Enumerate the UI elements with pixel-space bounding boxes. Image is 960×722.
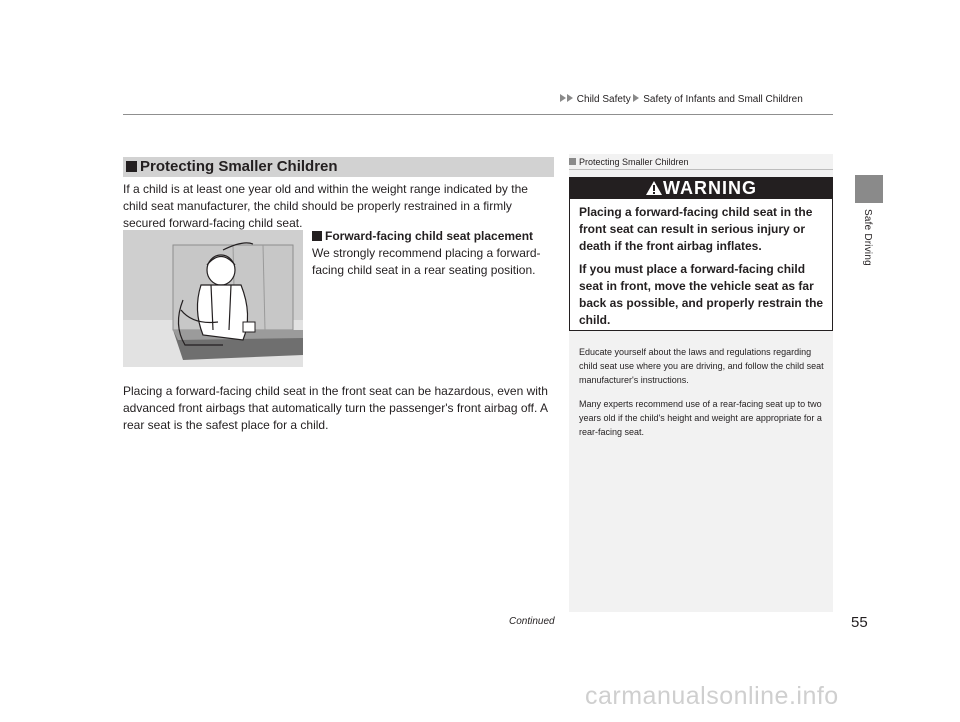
warning-label: WARNING (663, 178, 757, 198)
subsection-heading (312, 229, 533, 243)
subsection-title: Forward-facing child seat placement (325, 229, 534, 243)
watermark: carmanualsonline.info (585, 682, 839, 710)
sidebar-note-1: Educate yourself about the laws and regulations regarding child seat use where you are driving, and follow the child seat manufacturer's instructions. (579, 347, 824, 385)
breadcrumb-arrow-icon (560, 94, 566, 102)
intro-paragraph: If a child is at least one year old and within the weight range indicated by the child seat manufacturer, the child should be properly restrained in a firmly secured forward-facing child seat. (123, 182, 528, 230)
warning-text-1: Placing a forward-facing child seat in the front seat can result in serious injury or death if the front airbag inflates. (579, 205, 813, 253)
breadcrumb (560, 94, 803, 105)
breadcrumb-item-child-safety[interactable]: Child Safety (576, 94, 631, 105)
square-bullet-icon (126, 161, 137, 172)
chapter-tab-label: Safe Driving (862, 209, 873, 266)
page-number: 55 (851, 614, 868, 631)
continued-label: Continued (509, 616, 555, 627)
breadcrumb-item-safety-infants[interactable]: Safety of Infants and Small Children (643, 94, 803, 105)
breadcrumb-arrow-icon (633, 94, 639, 102)
sidebar-title-text: Protecting Smaller Children (579, 157, 689, 167)
child-seat-illustration (123, 230, 303, 367)
section-title: Protecting Smaller Children (140, 158, 338, 175)
section-header (123, 157, 554, 177)
square-bullet-icon (312, 231, 322, 241)
warning-text-2: If you must place a forward-facing child seat in front, move the vehicle seat as far back as possible, and properly restrain the child. (579, 262, 824, 327)
subsection-text: We strongly recommend placing a forward-facing child seat in a rear seating position. (312, 246, 541, 277)
sidebar-note-2: Many experts recommend use of a rear-facing seat up to two years old if the child's height and weight are appropriate for a rear-facing seat. (579, 399, 822, 437)
warning-triangle-icon (645, 180, 663, 196)
reference-marker-icon (569, 158, 576, 165)
closing-paragraph: Placing a forward-facing child seat in the front seat can be hazardous, even with advanced front airbags that automatically turn the passenger's front airbag off. A rear seat is the safest place for a child. (123, 384, 548, 432)
sidebar-rule (569, 169, 833, 170)
chapter-tab-marker (855, 175, 883, 203)
header-rule (123, 114, 833, 115)
sidebar-title (569, 157, 689, 167)
warning-banner (570, 178, 832, 199)
breadcrumb-arrow-icon (567, 94, 573, 102)
